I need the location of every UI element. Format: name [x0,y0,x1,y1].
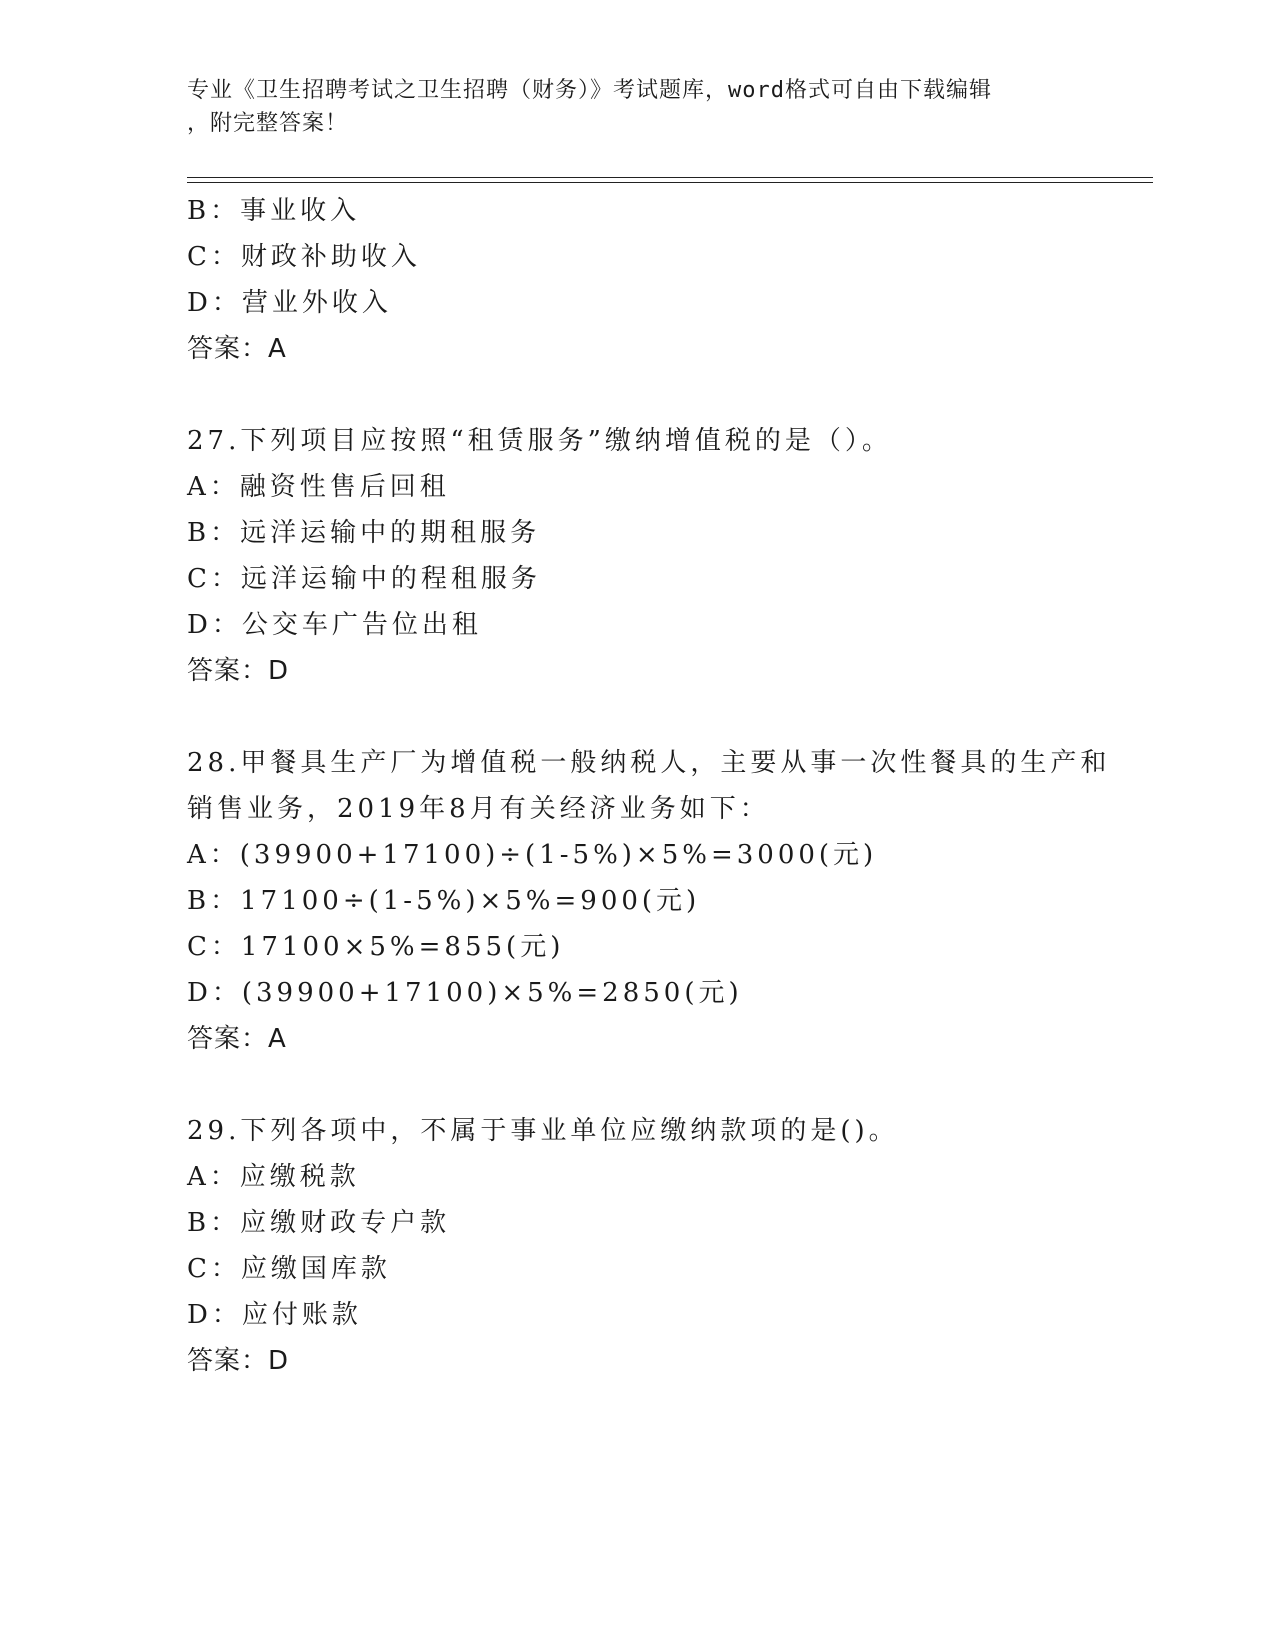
option-b: B：远洋运输中的期租服务 [187,518,541,548]
option-d: D：营业外收入 [187,288,392,318]
option-c: C：财政补助收入 [187,242,421,272]
question-text-line-1: 28.甲餐具生产厂为增值税一般纳税人，主要从事一次性餐具的生产和 [187,748,1111,778]
answer: 答案：D [187,1346,290,1376]
option-d: D：(39900+17100)×5%=2850(元) [187,978,743,1008]
option-a: A：应缴税款 [187,1162,360,1192]
question-text: 27.下列项目应按照“租赁服务”缴纳增值税的是（）。 [187,426,892,456]
answer: 答案：A [187,1024,287,1054]
option-b: B：应缴财政专户款 [187,1208,451,1238]
spacer [187,694,1147,740]
option-b: B：17100÷(1-5%)×5%=900(元) [187,886,701,916]
option-d: D：应付账款 [187,1300,362,1330]
header-line-2: ，附完整答案！ [187,111,349,136]
answer: 答案：D [187,656,290,686]
option-b: B：事业收入 [187,196,361,226]
option-c: C：远洋运输中的程租服务 [187,564,541,594]
question-list [187,188,1147,1384]
question-text: 29.下列各项中，不属于事业单位应缴纳款项的是()。 [187,1116,899,1146]
option-d: D：公交车广告位出租 [187,610,482,640]
header-line-1: 专业《卫生招聘考试之卫生招聘（财务）》考试题库，word格式可自由下载编辑 [187,78,992,103]
header-divider-bottom [187,182,1153,183]
document-header [187,74,1087,140]
spacer [187,372,1147,418]
question-block-28 [187,740,1147,1062]
question-block-26 [187,188,1147,372]
question-text-line-2: 销售业务，2019年8月有关经济业务如下： [187,794,770,824]
question-block-27 [187,418,1147,694]
option-c: C：应缴国库款 [187,1254,391,1284]
option-c: C：17100×5%=855(元) [187,932,565,962]
header-divider-top [187,177,1153,178]
answer: 答案：A [187,334,287,364]
option-a: A：融资性售后回租 [187,472,450,502]
question-block-29 [187,1108,1147,1384]
option-a: A：(39900+17100)÷(1-5%)×5%=3000(元) [187,840,878,870]
spacer [187,1062,1147,1108]
